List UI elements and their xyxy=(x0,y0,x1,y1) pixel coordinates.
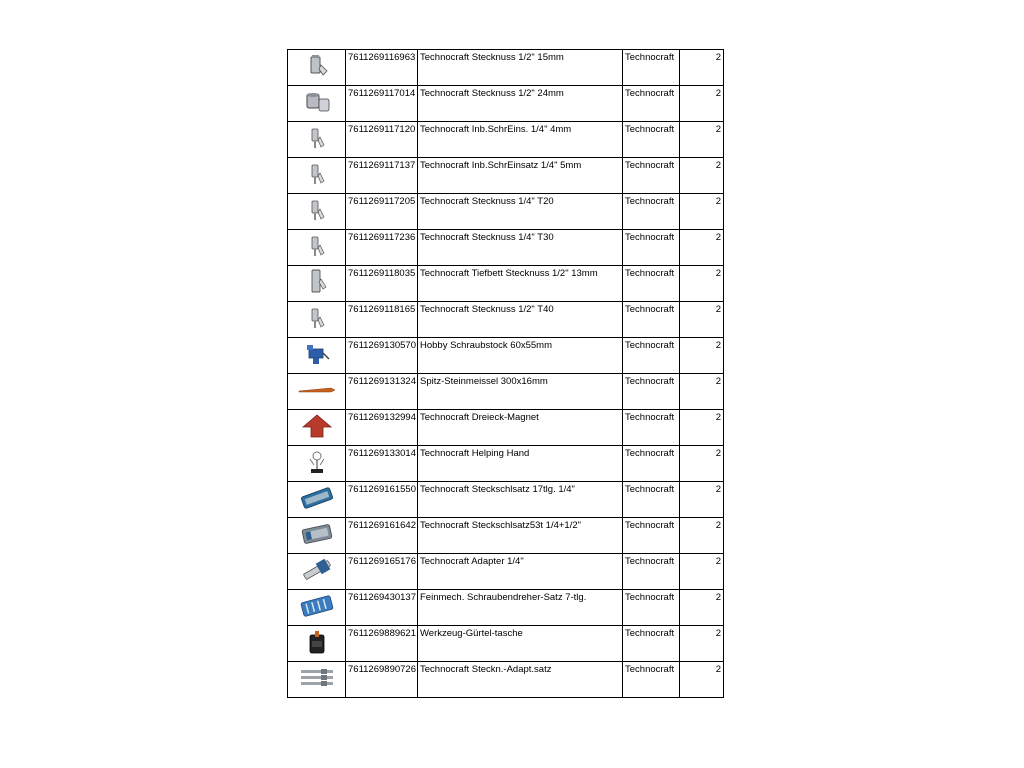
ean-cell: 7611269118165 xyxy=(346,302,418,338)
brand-cell: Technocraft xyxy=(623,122,680,158)
brand-cell: Technocraft xyxy=(623,590,680,626)
bit-socket-icon xyxy=(297,303,337,333)
ean-cell: 7611269117236 xyxy=(346,230,418,266)
brand-cell: Technocraft xyxy=(623,482,680,518)
table-row xyxy=(288,50,724,86)
table-row xyxy=(288,662,724,698)
product-image-cell xyxy=(288,86,346,122)
table-row xyxy=(288,482,724,518)
brand-cell: Technocraft xyxy=(623,662,680,698)
product-image-cell xyxy=(288,626,346,662)
product-image-cell xyxy=(288,374,346,410)
table-row xyxy=(288,374,724,410)
table-row xyxy=(288,122,724,158)
product-image-cell xyxy=(288,194,346,230)
brand-cell: Technocraft xyxy=(623,158,680,194)
ean-cell: 7611269161550 xyxy=(346,482,418,518)
quantity-cell: 2 xyxy=(680,302,724,338)
adapter-icon xyxy=(297,555,337,585)
product-image-cell xyxy=(288,302,346,338)
description-cell: Hobby Schraubstock 60x55mm xyxy=(418,338,623,374)
quantity-cell: 2 xyxy=(680,482,724,518)
bit-socket-icon xyxy=(297,195,337,225)
ean-cell: 7611269117014 xyxy=(346,86,418,122)
ean-cell: 7611269133014 xyxy=(346,446,418,482)
product-image-cell xyxy=(288,446,346,482)
table-row xyxy=(288,158,724,194)
product-image-cell xyxy=(288,518,346,554)
description-cell: Technocraft Inb.SchrEins. 1/4" 4mm xyxy=(418,122,623,158)
description-cell: Werkzeug-Gürtel-tasche xyxy=(418,626,623,662)
quantity-cell: 2 xyxy=(680,626,724,662)
description-cell: Technocraft Steckn.-Adapt.satz xyxy=(418,662,623,698)
product-image-cell xyxy=(288,50,346,86)
quantity-cell: 2 xyxy=(680,518,724,554)
description-cell: Technocraft Dreieck-Magnet xyxy=(418,410,623,446)
ean-cell: 7611269117205 xyxy=(346,194,418,230)
product-image-cell xyxy=(288,662,346,698)
socket-adapter-set-icon xyxy=(297,663,337,693)
description-cell: Technocraft Stecknuss 1/2" 24mm xyxy=(418,86,623,122)
magnet-icon xyxy=(297,411,337,441)
ean-cell: 7611269117137 xyxy=(346,158,418,194)
quantity-cell: 2 xyxy=(680,86,724,122)
vise-icon xyxy=(297,339,337,369)
description-cell: Feinmech. Schraubendreher-Satz 7-tlg. xyxy=(418,590,623,626)
screwdriver-set-icon xyxy=(297,591,337,621)
ean-cell: 7611269132994 xyxy=(346,410,418,446)
ean-cell: 7611269117120 xyxy=(346,122,418,158)
table-row xyxy=(288,86,724,122)
description-cell: Technocraft Stecknuss 1/4" T30 xyxy=(418,230,623,266)
brand-cell: Technocraft xyxy=(623,50,680,86)
product-image-cell xyxy=(288,158,346,194)
chisel-icon xyxy=(297,375,337,405)
table-row xyxy=(288,446,724,482)
brand-cell: Technocraft xyxy=(623,626,680,662)
brand-cell: Technocraft xyxy=(623,338,680,374)
table-row xyxy=(288,518,724,554)
bit-socket-icon xyxy=(297,123,337,153)
ean-cell: 7611269131324 xyxy=(346,374,418,410)
table-row xyxy=(288,554,724,590)
quantity-cell: 2 xyxy=(680,194,724,230)
ean-cell: 7611269116963 xyxy=(346,50,418,86)
brand-cell: Technocraft xyxy=(623,446,680,482)
table-row xyxy=(288,338,724,374)
description-cell: Technocraft Steckschlsatz53t 1/4+1/2" xyxy=(418,518,623,554)
table-row xyxy=(288,266,724,302)
brand-cell: Technocraft xyxy=(623,410,680,446)
description-cell: Technocraft Helping Hand xyxy=(418,446,623,482)
helping-hand-icon xyxy=(297,447,337,477)
product-image-cell xyxy=(288,338,346,374)
quantity-cell: 2 xyxy=(680,50,724,86)
quantity-cell: 2 xyxy=(680,230,724,266)
bit-socket-icon xyxy=(297,159,337,189)
ean-cell: 7611269890726 xyxy=(346,662,418,698)
socket-icon xyxy=(297,51,337,81)
quantity-cell: 2 xyxy=(680,410,724,446)
description-cell: Technocraft Stecknuss 1/2" 15mm xyxy=(418,50,623,86)
tool-belt-icon xyxy=(297,627,337,657)
quantity-cell: 2 xyxy=(680,374,724,410)
product-image-cell xyxy=(288,554,346,590)
ean-cell: 7611269430137 xyxy=(346,590,418,626)
ean-cell: 7611269130570 xyxy=(346,338,418,374)
table-row xyxy=(288,230,724,266)
product-image-cell xyxy=(288,122,346,158)
brand-cell: Technocraft xyxy=(623,86,680,122)
ean-cell: 7611269118035 xyxy=(346,266,418,302)
table-row xyxy=(288,410,724,446)
brand-cell: Technocraft xyxy=(623,302,680,338)
brand-cell: Technocraft xyxy=(623,518,680,554)
ean-cell: 7611269889621 xyxy=(346,626,418,662)
deep-socket-icon xyxy=(297,267,337,297)
table-row xyxy=(288,194,724,230)
socket-case-icon xyxy=(297,519,337,549)
product-image-cell xyxy=(288,482,346,518)
brand-cell: Technocraft xyxy=(623,554,680,590)
socket-set-icon xyxy=(297,483,337,513)
quantity-cell: 2 xyxy=(680,266,724,302)
brand-cell: Technocraft xyxy=(623,266,680,302)
quantity-cell: 2 xyxy=(680,554,724,590)
quantity-cell: 2 xyxy=(680,338,724,374)
description-cell: Technocraft Inb.SchrEinsatz 1/4" 5mm xyxy=(418,158,623,194)
product-image-cell xyxy=(288,410,346,446)
quantity-cell: 2 xyxy=(680,662,724,698)
ean-cell: 7611269161642 xyxy=(346,518,418,554)
description-cell: Technocraft Stecknuss 1/2" T40 xyxy=(418,302,623,338)
product-image-cell xyxy=(288,266,346,302)
description-cell: Spitz-Steinmeissel 300x16mm xyxy=(418,374,623,410)
quantity-cell: 2 xyxy=(680,122,724,158)
socket-large-icon xyxy=(297,87,337,117)
table-row xyxy=(288,626,724,662)
brand-cell: Technocraft xyxy=(623,374,680,410)
description-cell: Technocraft Stecknuss 1/4" T20 xyxy=(418,194,623,230)
product-image-cell xyxy=(288,230,346,266)
table-row xyxy=(288,590,724,626)
description-cell: Technocraft Steckschlsatz 17tlg. 1/4" xyxy=(418,482,623,518)
product-image-cell xyxy=(288,590,346,626)
product-table-body xyxy=(288,50,724,698)
product-table xyxy=(287,49,724,698)
brand-cell: Technocraft xyxy=(623,230,680,266)
brand-cell: Technocraft xyxy=(623,194,680,230)
quantity-cell: 2 xyxy=(680,590,724,626)
description-cell: Technocraft Adapter 1/4" xyxy=(418,554,623,590)
bit-socket-icon xyxy=(297,231,337,261)
ean-cell: 7611269165176 xyxy=(346,554,418,590)
table-row xyxy=(288,302,724,338)
quantity-cell: 2 xyxy=(680,158,724,194)
quantity-cell: 2 xyxy=(680,446,724,482)
description-cell: Technocraft Tiefbett Stecknuss 1/2" 13mm xyxy=(418,266,623,302)
